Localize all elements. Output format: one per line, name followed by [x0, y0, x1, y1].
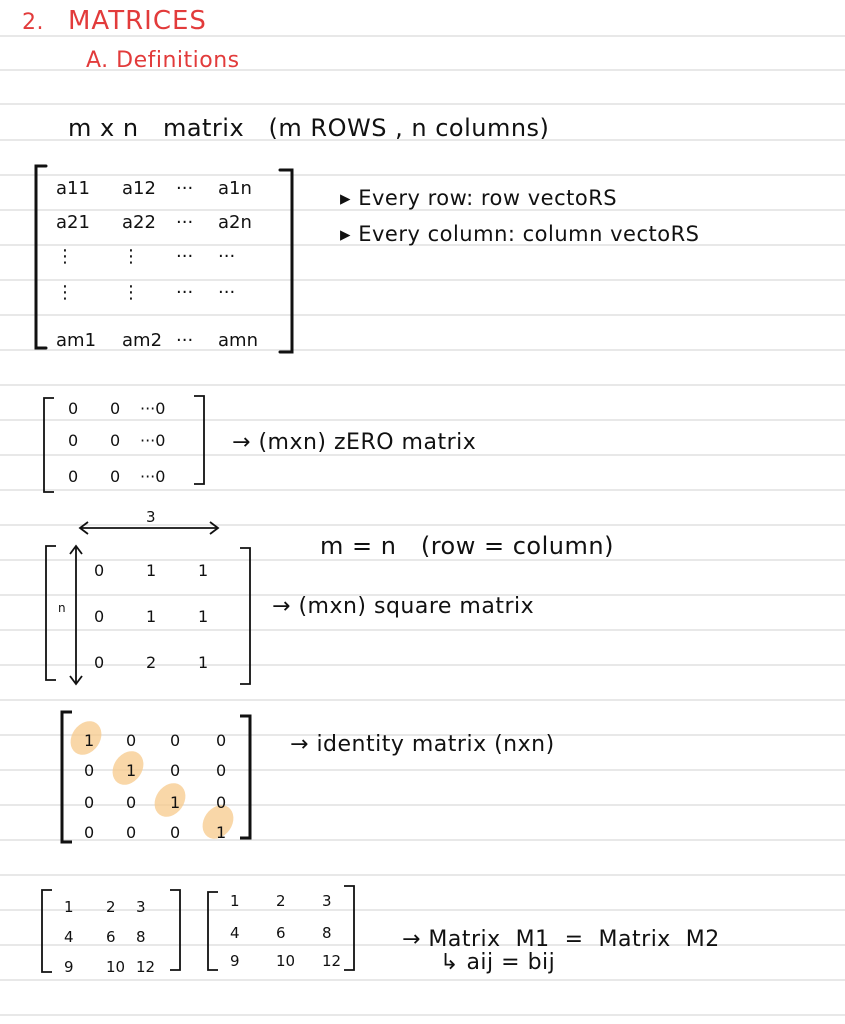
m1-matrix-entry: 1 [64, 898, 74, 916]
zero-matrix-entry: 0 [68, 467, 79, 486]
identity-matrix-entry: 0 [126, 823, 137, 842]
m1-matrix-cells [64, 898, 155, 976]
square-matrix-entry: 0 [94, 561, 105, 580]
identity-matrix-entry: 0 [84, 793, 95, 812]
arrow-return-icon: ↳ [440, 950, 467, 975]
matrix-entry: ··· [176, 246, 194, 267]
matrix-entry: a2n [218, 212, 252, 233]
matrix-entry: a22 [122, 212, 156, 233]
matrix-entry: ⋮ [56, 282, 74, 303]
bullet-icon: ▸ [340, 186, 359, 210]
square-matrix-entry: 0 [94, 607, 105, 626]
square-matrix-entry: 1 [146, 561, 157, 580]
note-text: Every column: column vectoRS [358, 222, 700, 246]
matrix-entry: ··· [218, 246, 236, 267]
label-text: Matrix M1 = Matrix M2 [428, 927, 720, 952]
square-matrix-entry: 1 [198, 653, 209, 672]
m1-matrix-entry: 2 [106, 898, 116, 916]
m2-matrix-entry: 9 [230, 952, 240, 970]
identity-matrix-entry: 0 [216, 731, 227, 750]
m1-matrix-entry: 12 [136, 958, 156, 976]
section-title: MATRICES [68, 6, 207, 36]
zero-matrix-entry: 0 [68, 431, 79, 450]
note-text: Every row: row vectoRS [358, 186, 618, 210]
general-matrix-cells [56, 178, 258, 351]
square-matrix-cells [94, 561, 208, 672]
matrix-entry: a12 [122, 178, 156, 199]
zero-matrix-entry: 0 [110, 399, 121, 418]
m1-matrix-entry: 3 [136, 898, 146, 916]
identity-matrix-entry: 0 [126, 793, 137, 812]
zero-matrix-entry: 0 [110, 431, 121, 450]
square-side-dimension: n [58, 601, 66, 615]
m2-matrix-entry: 10 [276, 952, 296, 970]
zero-matrix-entry: ···0 [140, 431, 166, 450]
identity-matrix-entry: 0 [84, 761, 95, 780]
bullet-icon: ▸ [340, 222, 359, 246]
zero-matrix-cells [68, 399, 165, 486]
matrix-entry: ··· [176, 178, 194, 199]
matrix-entry: a21 [56, 212, 90, 233]
matrix-entry: ⋮ [122, 282, 140, 303]
matrix-entry: a1n [218, 178, 252, 199]
matrix-entry: ··· [176, 212, 194, 233]
zero-matrix-entry: 0 [68, 399, 79, 418]
matrix-entry: ··· [176, 330, 194, 351]
m2-matrix-entry: 3 [322, 892, 332, 910]
zero-matrix-entry: 0 [110, 467, 121, 486]
identity-matrix-entry: 1 [216, 823, 227, 842]
matrix-entry: ⋮ [122, 246, 140, 267]
identity-matrix-entry: 0 [170, 823, 181, 842]
definition-heading: m x n matrix (m ROWS , n columns) [68, 114, 550, 142]
m2-matrix-entry: 12 [322, 952, 342, 970]
identity-matrix-entry: 0 [126, 731, 137, 750]
subsection-title: A. Definitions [86, 48, 240, 73]
m2-matrix-entry: 6 [276, 924, 286, 942]
m2-matrix-entry: 1 [230, 892, 240, 910]
identity-matrix-entry: 0 [84, 823, 95, 842]
matrix-entry: am2 [122, 330, 163, 351]
m2-matrix-entry: 2 [276, 892, 286, 910]
section-number: 2. [22, 10, 44, 35]
label-text: (mxn) zERO matrix [258, 430, 477, 455]
label-text: (mxn) square matrix [298, 594, 535, 619]
square-matrix-entry: 1 [198, 607, 209, 626]
m1-matrix-entry: 9 [64, 958, 74, 976]
square-condition: m = n (row = column) [320, 532, 614, 560]
label-text: identity matrix (nxn) [316, 732, 555, 757]
matrix-entry: ··· [176, 282, 194, 303]
dimension-arrow-vertical [70, 546, 82, 684]
identity-matrix-entry: 0 [170, 731, 181, 750]
square-matrix-entry: 2 [146, 653, 157, 672]
identity-matrix-entry: 1 [126, 761, 137, 780]
square-matrix-entry: 1 [198, 561, 209, 580]
m1-matrix-entry: 8 [136, 928, 146, 946]
arrow-right-icon: → [272, 594, 299, 619]
identity-matrix-entry: 0 [216, 793, 227, 812]
matrix-entry: amn [218, 330, 258, 351]
m1-matrix-entry: 6 [106, 928, 116, 946]
matrix-entry: ··· [218, 282, 236, 303]
square-matrix-entry: 1 [146, 607, 157, 626]
m1-matrix-entry: 10 [106, 958, 126, 976]
rule-text: aij = bij [466, 950, 556, 975]
matrix-entry: a11 [56, 178, 90, 199]
matrix-entry: ⋮ [56, 246, 74, 267]
zero-matrix-entry: ···0 [140, 467, 166, 486]
identity-matrix-entry: 0 [216, 761, 227, 780]
identity-matrix-entry: 1 [170, 793, 181, 812]
arrow-right-icon: → [232, 430, 259, 455]
square-matrix-entry: 0 [94, 653, 105, 672]
matrix-entry: am1 [56, 330, 97, 351]
square-top-dimension: 3 [146, 508, 156, 526]
identity-matrix-entry: 0 [170, 761, 181, 780]
m1-matrix-entry: 4 [64, 928, 74, 946]
m2-matrix-entry: 8 [322, 924, 332, 942]
arrow-right-icon: → [401, 927, 429, 952]
arrow-right-icon: → [290, 732, 317, 757]
identity-matrix-entry: 1 [84, 731, 95, 750]
m2-matrix-cells [230, 892, 341, 970]
m2-matrix-entry: 4 [230, 924, 240, 942]
zero-matrix-entry: ···0 [140, 399, 166, 418]
